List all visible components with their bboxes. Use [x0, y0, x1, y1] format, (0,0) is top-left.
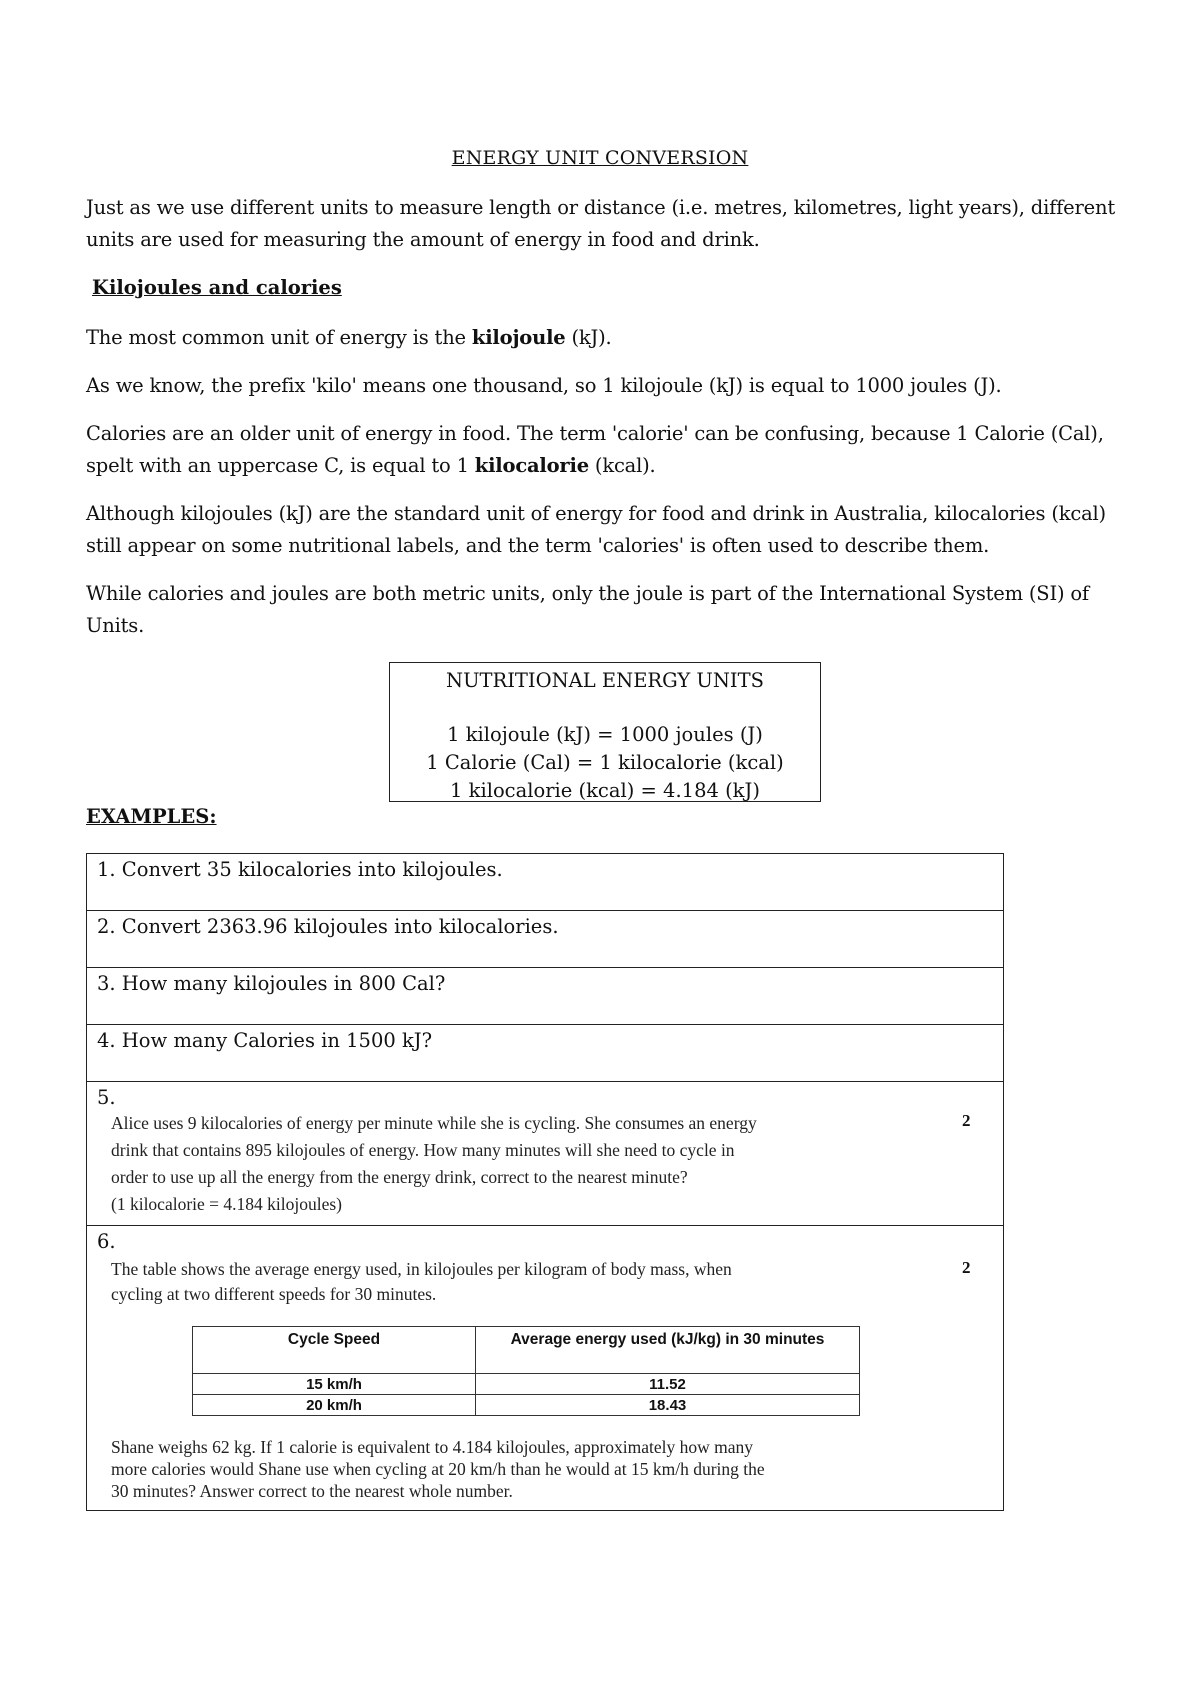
table-row — [193, 1395, 860, 1416]
example-6-line2: cycling at two different speeds for 30 minutes. — [111, 1284, 437, 1304]
example-6-number: 6. — [97, 1230, 116, 1253]
table-row — [193, 1374, 860, 1395]
paragraph-si-units: While calories and joules are both metric units, only the joule is part of the International System (SI) of Units. — [86, 582, 1089, 637]
example-row-4 — [86, 1024, 1004, 1081]
example-row-2 — [86, 910, 1004, 967]
example-1-text: 1. Convert 35 kilocalories into kilojoules. — [97, 858, 503, 881]
example-5-line3: order to use up all the energy from the energy drink, correct to the nearest minute? — [111, 1167, 688, 1187]
paragraph-australia: Although kilojoules (kJ) are the standard unit of energy for food and drink in Australia, kilocalories (kcal) still appear on some nutritional labels, and the term 'calories' is often used to describe them. — [86, 502, 1106, 557]
example-5-marks: 2 — [962, 1111, 971, 1130]
paragraph-prefix: As we know, the prefix 'kilo' means one thousand, so 1 kilojoule (kJ) is equal to 1000 joules (J). — [86, 374, 1002, 397]
example-6-marks: 2 — [962, 1258, 971, 1277]
example-6-line1: The table shows the average energy used, in kilojoules per kilogram of body mass, when — [111, 1259, 732, 1279]
table-header-speed: Cycle Speed — [193, 1327, 476, 1374]
example-row-3 — [86, 967, 1004, 1024]
page-title: ENERGY UNIT CONVERSION — [451, 147, 749, 169]
example-3-text: 3. How many kilojoules in 800 Cal? — [97, 972, 446, 995]
example-6-line4: more calories would Shane use when cycling at 20 km/h than he would at 15 km/h during the — [111, 1459, 765, 1479]
units-box-line2: 1 Calorie (Cal) = 1 kilocalorie (kcal) — [426, 751, 784, 774]
example-row-1 — [86, 853, 1004, 910]
example-5-line2: drink that contains 895 kilojoules of energy. How many minutes will she need to cycle in — [111, 1140, 735, 1160]
example-6-line5: 30 minutes? Answer correct to the nearest whole number. — [111, 1481, 513, 1501]
section-heading: Kilojoules and calories — [92, 276, 342, 299]
paragraph-kilojoule — [86, 322, 1116, 354]
p1-text-a: The most common unit of energy is the — [86, 326, 472, 349]
p3-text-a: Calories are an older unit of energy in food. The term 'calorie' can be confusing, because 1 Calorie (Cal), spelt with an uppercase C, is equal to 1 — [86, 422, 1104, 477]
example-5-line4: (1 kilocalorie = 4.184 kilojoules) — [111, 1194, 343, 1214]
table-header-energy: Average energy used (kJ/kg) in 30 minutes — [476, 1327, 860, 1374]
example-5-line1: Alice uses 9 kilocalories of energy per minute while she is cycling. She consumes an energy — [111, 1113, 757, 1133]
example-2-text: 2. Convert 2363.96 kilojoules into kilocalories. — [97, 915, 559, 938]
example-6-line3: Shane weighs 62 kg. If 1 calorie is equivalent to 4.184 kilojoules, approximately how many — [111, 1437, 754, 1457]
table-header-row — [193, 1327, 860, 1374]
units-box-title: NUTRITIONAL ENERGY UNITS — [446, 669, 764, 692]
example-5-number: 5. — [97, 1086, 116, 1109]
p1-bold: kilojoule — [471, 326, 566, 349]
units-box — [389, 662, 821, 802]
p3-text-b: (kcal). — [588, 454, 656, 477]
cycling-energy-table — [192, 1326, 860, 1416]
units-box-line1: 1 kilojoule (kJ) = 1000 joules (J) — [447, 723, 763, 746]
p1-text-b: (kJ). — [565, 326, 612, 349]
example-4-text: 4. How many Calories in 1500 kJ? — [97, 1029, 433, 1052]
table-cell-energy: 11.52 — [476, 1374, 860, 1395]
examples-heading: EXAMPLES: — [86, 805, 217, 828]
table-cell-speed: 15 km/h — [193, 1374, 476, 1395]
table-cell-speed: 20 km/h — [193, 1395, 476, 1416]
table-cell-energy: 18.43 — [476, 1395, 860, 1416]
intro-paragraph: Just as we use different units to measure length or distance (i.e. metres, kilometres, light years), different units are used for measuring the amount of energy in food and drink. — [86, 196, 1115, 251]
p3-bold: kilocalorie — [474, 454, 589, 477]
units-box-line3: 1 kilocalorie (kcal) = 4.184 (kJ) — [450, 779, 760, 802]
paragraph-calories — [86, 418, 1116, 482]
